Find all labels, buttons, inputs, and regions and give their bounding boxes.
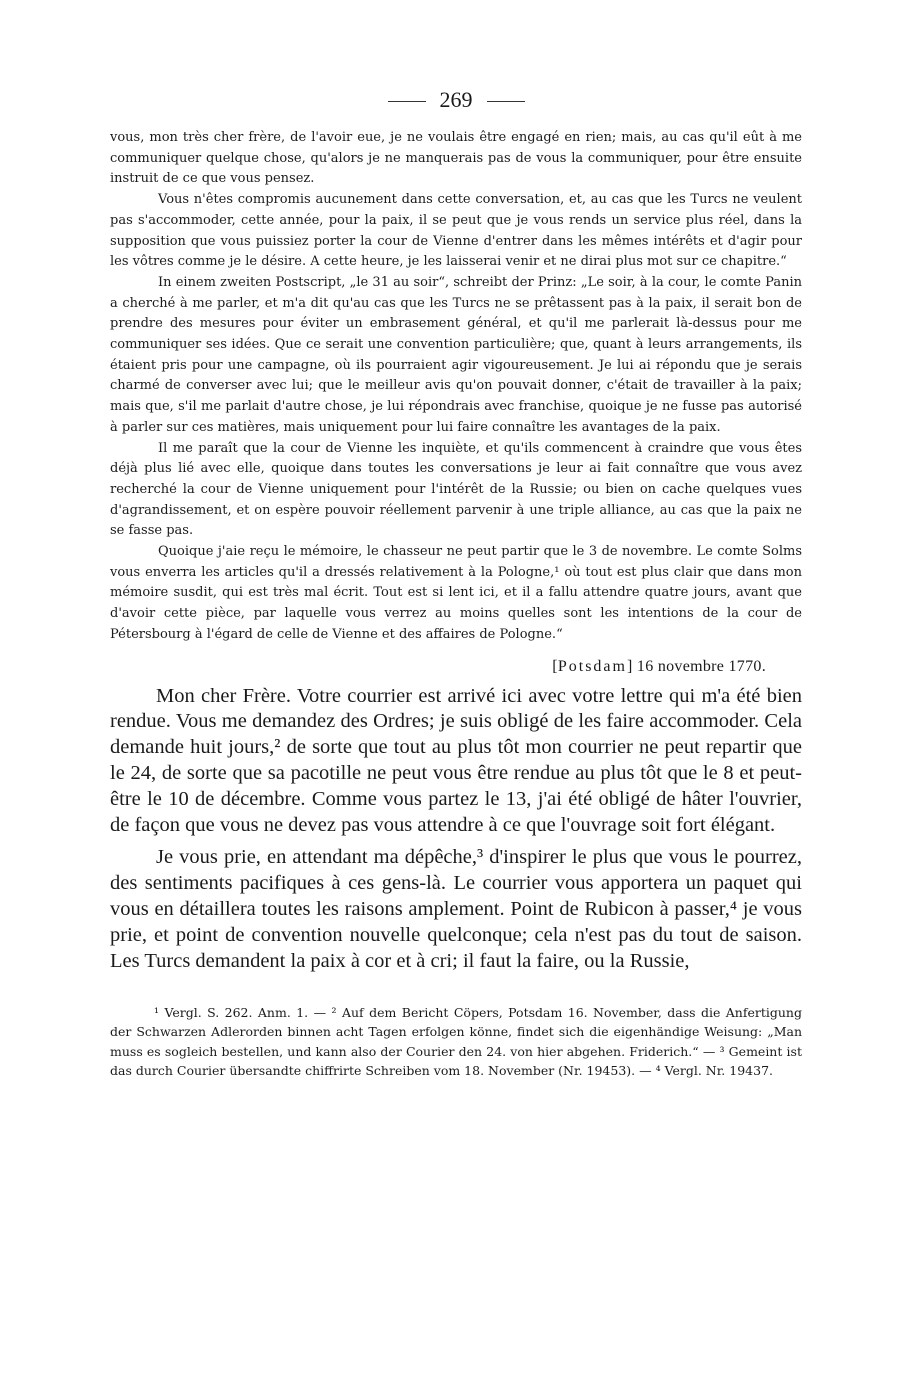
small-paragraph-1: vous, mon très cher frère, de l'avoir eue, je ne voulais être engagé en rien; mais, au cas qu'il eût à me communiquer quelque chose, qu'alors je ne manquerais pas de vous la communiquer, pour être ensuite instruit de ce que vous pensez.	[110, 130, 802, 187]
small-paragraph-4: Il me paraît que la cour de Vienne les inquiète, et qu'ils commencent à craindre que vous êtes déjà plus lié avec elle, quoique dans toutes les conversations je leur ai fait connaître que vous avez recherché la cour de Vienne uniquement pour l'intérêt de la Russie; ou bien on cache quelques vues d'agrandissement, et on espère pouvoir réellement parvenir à une triple alliance, au cas que la paix ne se fasse pas.	[110, 440, 802, 539]
small-paragraph-3: In einem zweiten Postscript, „le 31 au soir“, schreibt der Prinz: „Le soir, à la cour, le comte Panin a cherché à me parler, et m'a dit qu'au cas que les Turcs ne se prêtassent pas à la paix, il serait bon de prendre des mesures pour éviter un embrasement général, et qu'il me parlerait là-dessus pour me communiquer ses idées. Que ce serait une convention particulière; que, quant à leurs arrangements, ils étaient pris pour une campagne, où ils pourraient agir vigoureusement. Je lui ai répondu que je serais charmé de converser avec lui; que le meilleur avis qu'on pouvait donner, c'était de travailler à la paix; mais que, s'il me parlait d'autre chose, je lui répondrais avec franchise, quoique je ne fusse pas autorisé à parler sur ces matières, mais uniquement pour lui faire connaître les avantages de la paix.	[110, 274, 802, 435]
small-paragraph-5: Quoique j'aie reçu le mémoire, le chasseur ne peut partir que le 3 de novembre. Le comte Solms vous enverra les articles qu'il a dressés relativement à la Pologne,¹ où tout est plus clair que dans mon mémoire susdit, qui est très mal écrit. Tout est si lent ici, et il a fallu attendre quatre jours, avant que d'avoir cette pièce, par laquelle vous verrez au moins quelles sont les intentions de la cour de Pétersbourg à l'égard de celle de Vienne et des affaires de Pologne.“	[110, 544, 802, 642]
page-number: 269	[439, 87, 473, 112]
document-page	[110, 80, 802, 1081]
footnotes: ¹ Vergl. S. 262. Anm. 1. — ² Auf dem Bericht Cöpers, Potsdam 16. November, dass die Anfertigung der Schwarzen Adlerorden binnen acht Tagen erfolgen könne, findet sich die eigenhändige Weisung: „Man muss es sogleich bestellen, und kann also der Courier den 24. von hier abgehen. Friderich.“ — ³ Gemeint ist das durch Courier übersandte chiffrirte Schreiben vom 18. November (Nr. 19453). — ⁴ Vergl. Nr. 19437.	[110, 1004, 802, 1079]
header-rule-left	[388, 101, 426, 102]
page-header	[110, 80, 802, 120]
small-paragraph-2: Vous n'êtes compromis aucunement dans cette conversation, et, au cas que les Turcs ne veulent pas s'accommoder, cette année, pour la paix, il se peut que je vous rends un service plus réel, dans la supposition que vous puissiez porter la cour de Vienne d'entrer dans les mêmes intérêts et d'agir pour les vôtres comme je le désire. A cette heure, je les laisserai venir et ne dirai plus mot sur ce chapitre.“	[110, 192, 802, 270]
letter-date: 16 novembre 1770.	[636, 657, 766, 675]
letter-date-line: [Potsdam] 16 novembre 1770.	[552, 657, 766, 675]
letter-paragraph-2: Je vous prie, en attendant ma dépêche,³ d'inspirer le plus que vous le pourrez, des sentiments pacifiques à ces gens-là. Le courrier vous apportera un paquet qui vous en détaillera toutes les raisons amplement. Point de Rubicon à passer,⁴ je vous prie, et point de convention nouvelle quelconque; cela n'est pas du tout de saison. Les Turcs demandent la paix à cor et à cri; il faut la faire, ou la Russie,	[110, 846, 802, 972]
header-rule-right	[487, 101, 525, 102]
letter-place: Potsdam	[557, 657, 627, 675]
letter-paragraph-1: Mon cher Frère. Votre courrier est arrivé ici avec votre lettre qui m'a été bien rendue. Vous me demandez des Ordres; je suis obligé de les faire accommoder. Cela demande huit jours,² de sorte que tout au plus tôt mon courrier ne peut repartir que le 24, de sorte que sa pacotille ne peut vous être rendue au plus tôt que le 8 et peut-être le 10 de décembre. Comme vous partez le 13, j'ai été obligé de hâter l'ouvrier, de façon que vous ne devez pas vous attendre à ce que l'ouvrage soit fort élégant.	[110, 684, 802, 837]
